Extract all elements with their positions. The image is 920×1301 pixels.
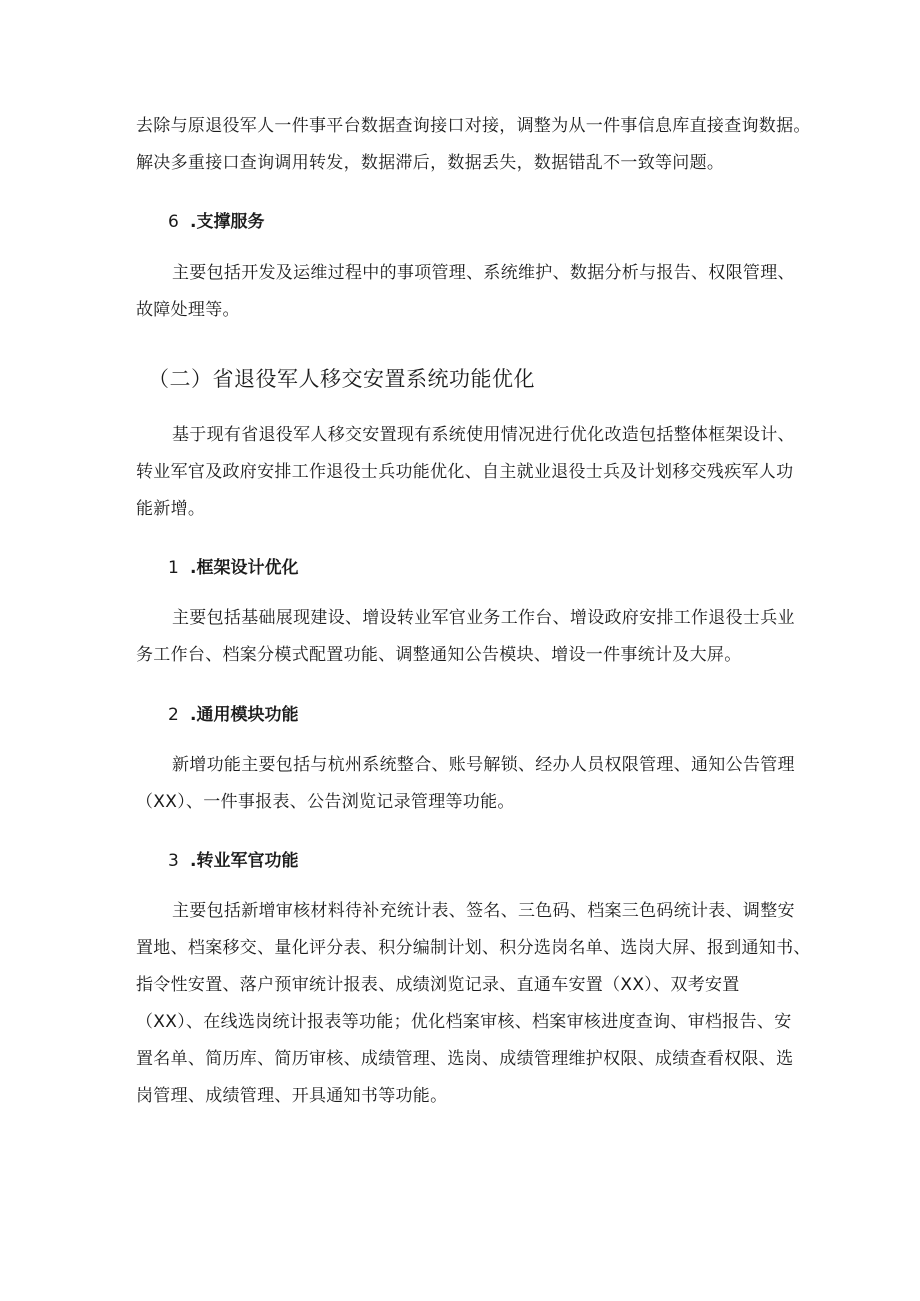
heading-support-services <box>0 210 920 234</box>
heading-title: .支撑服务 <box>190 212 265 232</box>
text-line: 置地、档案移交、量化评分表、积分编制计划、积分选岗名单、选岗大屏、报到通知书、 <box>136 938 811 958</box>
text-line: 转业军官及政府安排工作退役士兵功能优化、自主就业退役士兵及计划移交残疾军人功 <box>136 462 794 482</box>
text-line: 主要包括新增审核材料待补充统计表、签名、三色码、档案三色码统计表、调整安 <box>172 901 795 921</box>
section-paragraph <box>0 417 920 528</box>
text-line: 故障处理等。 <box>136 300 240 320</box>
text-line: 置名单、简历库、简历审核、成绩管理、选岗、成绩管理维护权限、成绩查看权限、选 <box>136 1049 794 1069</box>
text-line: （XX）、在线选岗统计报表等功能；优化档案审核、档案审核进度查询、审档报告、安 <box>136 1012 792 1032</box>
text-line: 岗管理、成绩管理、开具通知书等功能。 <box>136 1086 448 1106</box>
heading-framework-design <box>0 556 920 580</box>
text-line: 解决多重接口查询调用转发，数据滞后，数据丢失，数据错乱不一致等问题。 <box>136 153 725 173</box>
heading-number: 3 <box>168 851 179 871</box>
support-services-paragraph <box>0 255 920 329</box>
heading-title: .转业军官功能 <box>190 851 299 871</box>
text-line: 基于现有省退役军人移交安置现有系统使用情况进行优化改造包括整体框架设计、 <box>172 425 795 445</box>
text-line: 主要包括开发及运维过程中的事项管理、系统维护、数据分析与报告、权限管理、 <box>172 263 795 283</box>
text-line: 主要包括基础展现建设、增设转业军官业务工作台、增设政府安排工作退役士兵业 <box>172 608 795 628</box>
text-line: （XX）、一件事报表、公告浏览记录管理等功能。 <box>136 792 515 812</box>
heading-number: 6 <box>168 212 179 232</box>
heading-number: 1 <box>168 558 179 578</box>
transferred-officers-paragraph <box>0 893 920 1115</box>
framework-design-paragraph <box>0 600 920 674</box>
text-line: 能新增。 <box>136 499 206 519</box>
text-line: 务工作台、档案分模式配置功能、调整通知公告模块、增设一件事统计及大屏。 <box>136 645 742 665</box>
heading-title: .通用模块功能 <box>190 705 299 725</box>
text-line: 去除与原退役军人一件事平台数据查询接口对接，调整为从一件事信息库直接查询数据。 <box>136 116 811 136</box>
text-line: 新增功能主要包括与杭州系统整合、账号解锁、经办人员权限管理、通知公告管理 <box>172 755 795 775</box>
section-title: （二）省退役军人移交安置系统功能优化 <box>148 367 535 391</box>
heading-transferred-officers <box>0 849 920 873</box>
heading-common-modules <box>0 703 920 727</box>
intro-paragraph <box>0 108 920 182</box>
heading-number: 2 <box>168 705 179 725</box>
text-line: 指令性安置、落户预审统计报表、成绩浏览记录、直通车安置（XX）、双考安置 <box>136 975 740 995</box>
common-modules-paragraph <box>0 747 920 821</box>
heading-title: .框架设计优化 <box>190 558 299 578</box>
